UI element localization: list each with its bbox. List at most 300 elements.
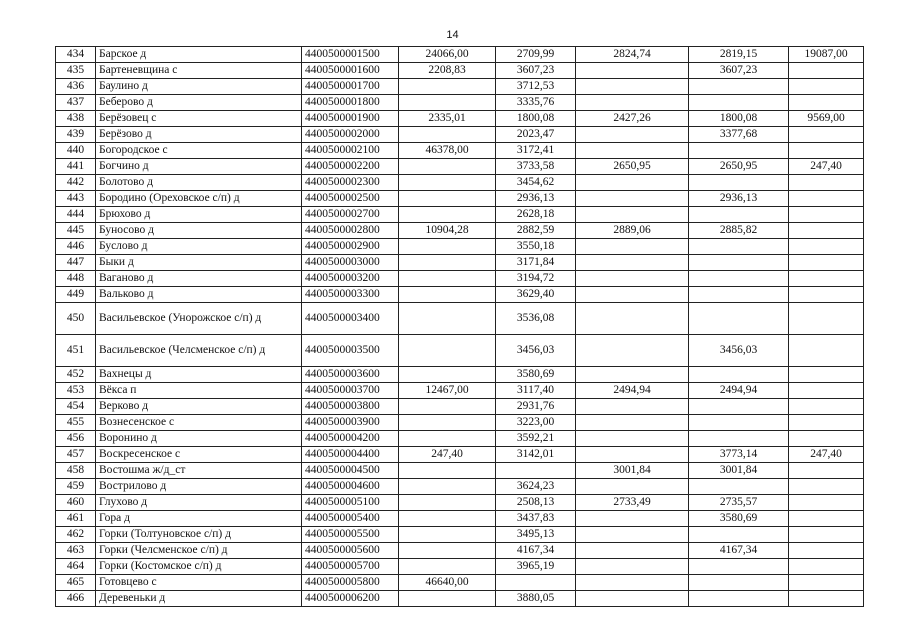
value-col1-cell [399,495,496,511]
row-number-cell: 455 [56,415,96,431]
row-number-cell: 440 [56,143,96,159]
value-col2-cell: 3335,76 [496,95,576,111]
row-number-cell: 457 [56,447,96,463]
table-row [56,207,864,223]
value-col2-cell: 1800,08 [496,111,576,127]
table-row [56,223,864,239]
value-col2-cell: 3456,03 [496,335,576,367]
oktmo-code-cell: 4400500003000 [302,255,399,271]
settlement-name-cell: Бeберово д [96,95,302,111]
value-col2-cell: 2931,76 [496,399,576,415]
settlement-name-cell: Верково д [96,399,302,415]
value-col3-cell [576,175,689,191]
value-col4-cell: 2494,94 [689,383,789,399]
value-col1-cell [399,463,496,479]
value-col5-cell: 247,40 [789,447,864,463]
value-col4-cell: 2936,13 [689,191,789,207]
table-row [56,479,864,495]
value-col1-cell [399,79,496,95]
value-col4-cell: 3001,84 [689,463,789,479]
value-col4-cell [689,207,789,223]
oktmo-code-cell: 4400500003800 [302,399,399,415]
table-row [56,543,864,559]
value-col1-cell: 10904,28 [399,223,496,239]
settlement-name-cell: Глухово д [96,495,302,511]
oktmo-code-cell: 4400500001500 [302,47,399,63]
value-col2-cell: 3624,23 [496,479,576,495]
row-number-cell: 462 [56,527,96,543]
value-col3-cell: 3001,84 [576,463,689,479]
value-col1-cell [399,207,496,223]
value-col5-cell: 19087,00 [789,47,864,63]
row-number-cell: 456 [56,431,96,447]
value-col2-cell: 3592,21 [496,431,576,447]
value-col2-cell: 3223,00 [496,415,576,431]
value-col5-cell [789,591,864,607]
oktmo-code-cell: 4400500003600 [302,367,399,383]
table-row [56,239,864,255]
settlement-name-cell: Баулино д [96,79,302,95]
row-number-cell: 435 [56,63,96,79]
value-col1-cell [399,191,496,207]
value-col1-cell [399,159,496,175]
value-col1-cell [399,95,496,111]
value-col4-cell [689,255,789,271]
value-col2-cell: 3880,05 [496,591,576,607]
value-col3-cell [576,287,689,303]
oktmo-code-cell: 4400500004600 [302,479,399,495]
row-number-cell: 450 [56,303,96,335]
value-col1-cell: 2208,83 [399,63,496,79]
table-row [56,79,864,95]
row-number-cell: 438 [56,111,96,127]
row-number-cell: 446 [56,239,96,255]
value-col4-cell [689,415,789,431]
value-col2-cell: 3607,23 [496,63,576,79]
value-col3-cell [576,575,689,591]
oktmo-code-cell: 4400500002500 [302,191,399,207]
settlement-name-cell: Буносово д [96,223,302,239]
value-col1-cell [399,287,496,303]
oktmo-code-cell: 4400500006200 [302,591,399,607]
table-row [56,175,864,191]
row-number-cell: 459 [56,479,96,495]
row-number-cell: 464 [56,559,96,575]
settlement-name-cell: Брюхово д [96,207,302,223]
value-col5-cell [789,431,864,447]
oktmo-code-cell: 4400500001600 [302,63,399,79]
value-col5-cell [789,559,864,575]
settlement-name-cell: Деревеньки д [96,591,302,607]
settlement-name-cell: Вёкса п [96,383,302,399]
value-col1-cell [399,255,496,271]
value-col1-cell [399,399,496,415]
value-col4-cell: 1800,08 [689,111,789,127]
oktmo-code-cell: 4400500002700 [302,207,399,223]
value-col2-cell: 3454,62 [496,175,576,191]
value-col3-cell [576,479,689,495]
row-number-cell: 439 [56,127,96,143]
oktmo-code-cell: 4400500005100 [302,495,399,511]
value-col3-cell [576,63,689,79]
settlement-name-cell: Готовцево с [96,575,302,591]
value-col4-cell [689,239,789,255]
table-row [56,159,864,175]
oktmo-code-cell: 4400500003300 [302,287,399,303]
value-col4-cell: 2735,57 [689,495,789,511]
value-col3-cell [576,591,689,607]
value-col2-cell: 3172,41 [496,143,576,159]
value-col1-cell: 12467,00 [399,383,496,399]
value-col4-cell [689,367,789,383]
value-col4-cell: 4167,34 [689,543,789,559]
settlement-name-cell: Богородское с [96,143,302,159]
value-col5-cell: 247,40 [789,159,864,175]
value-col5-cell [789,95,864,111]
value-col4-cell [689,399,789,415]
oktmo-code-cell: 4400500003900 [302,415,399,431]
table-row [56,191,864,207]
oktmo-code-cell: 4400500005400 [302,511,399,527]
settlement-name-cell: Гора д [96,511,302,527]
oktmo-code-cell: 4400500003400 [302,303,399,335]
settlement-name-cell: Васильевское (Унорожское с/п) д [96,303,302,335]
value-col5-cell [789,511,864,527]
value-col4-cell [689,575,789,591]
value-col4-cell: 3580,69 [689,511,789,527]
value-col5-cell [789,271,864,287]
row-number-cell: 463 [56,543,96,559]
table-body [56,47,864,607]
row-number-cell: 451 [56,335,96,367]
table-row [56,399,864,415]
row-number-cell: 442 [56,175,96,191]
settlement-name-cell: Бартеневщина с [96,63,302,79]
value-col2-cell: 3142,01 [496,447,576,463]
value-col1-cell [399,271,496,287]
oktmo-code-cell: 4400500005800 [302,575,399,591]
oktmo-code-cell: 4400500001900 [302,111,399,127]
row-number-cell: 465 [56,575,96,591]
settlement-name-cell: Горки (Челсменское с/п) д [96,543,302,559]
value-col2-cell: 4167,34 [496,543,576,559]
value-col4-cell: 2650,95 [689,159,789,175]
value-col5-cell [789,415,864,431]
value-col3-cell: 2427,26 [576,111,689,127]
value-col4-cell: 3377,68 [689,127,789,143]
value-col1-cell [399,303,496,335]
oktmo-code-cell: 4400500002900 [302,239,399,255]
oktmo-code-cell: 4400500002800 [302,223,399,239]
value-col1-cell [399,239,496,255]
value-col2-cell: 3733,58 [496,159,576,175]
value-col5-cell [789,255,864,271]
value-col4-cell: 3456,03 [689,335,789,367]
value-col1-cell [399,527,496,543]
value-col3-cell: 2494,94 [576,383,689,399]
value-col2-cell: 2882,59 [496,223,576,239]
table-row [56,463,864,479]
oktmo-code-cell: 4400500001800 [302,95,399,111]
value-col3-cell [576,415,689,431]
oktmo-code-cell: 4400500001700 [302,79,399,95]
table-row [56,495,864,511]
oktmo-code-cell: 4400500002000 [302,127,399,143]
settlement-name-cell: Вознесенское с [96,415,302,431]
oktmo-code-cell: 4400500002300 [302,175,399,191]
value-col1-cell [399,431,496,447]
value-col3-cell [576,431,689,447]
value-col4-cell [689,431,789,447]
settlement-name-cell: Барское д [96,47,302,63]
table-row [56,575,864,591]
value-col2-cell: 3550,18 [496,239,576,255]
value-col4-cell [689,175,789,191]
value-col3-cell: 2889,06 [576,223,689,239]
value-col5-cell [789,495,864,511]
value-col5-cell [789,303,864,335]
value-col2-cell: 2628,18 [496,207,576,223]
value-col3-cell [576,335,689,367]
value-col5-cell [789,543,864,559]
value-col5-cell [789,191,864,207]
value-col3-cell [576,367,689,383]
row-number-cell: 434 [56,47,96,63]
value-col3-cell [576,207,689,223]
oktmo-code-cell: 4400500004200 [302,431,399,447]
value-col3-cell [576,527,689,543]
row-number-cell: 454 [56,399,96,415]
value-col5-cell [789,383,864,399]
value-col3-cell [576,127,689,143]
value-col3-cell [576,511,689,527]
table-row [56,415,864,431]
value-col1-cell [399,127,496,143]
table-row [56,127,864,143]
settlement-name-cell: Вострилово д [96,479,302,495]
settlement-name-cell: Горки (Толтуновское с/п) д [96,527,302,543]
value-col4-cell: 2819,15 [689,47,789,63]
value-col1-cell [399,415,496,431]
settlement-name-cell: Бородино (Ореховское с/п) д [96,191,302,207]
settlement-name-cell: Богчино д [96,159,302,175]
row-number-cell: 441 [56,159,96,175]
value-col5-cell [789,335,864,367]
value-col4-cell [689,591,789,607]
value-col4-cell [689,303,789,335]
table-row [56,287,864,303]
value-col1-cell [399,175,496,191]
oktmo-code-cell: 4400500003700 [302,383,399,399]
row-number-cell: 445 [56,223,96,239]
value-col3-cell [576,543,689,559]
value-col3-cell: 2824,74 [576,47,689,63]
value-col3-cell [576,79,689,95]
value-col3-cell [576,399,689,415]
value-col3-cell: 2733,49 [576,495,689,511]
table-row [56,303,864,335]
oktmo-code-cell: 4400500003200 [302,271,399,287]
oktmo-code-cell: 4400500002100 [302,143,399,159]
value-col4-cell [689,95,789,111]
value-col4-cell [689,143,789,159]
settlement-name-cell: Берёзовец с [96,111,302,127]
settlement-name-cell: Быки д [96,255,302,271]
settlement-name-cell: Востошма ж/д_ст [96,463,302,479]
value-col3-cell [576,303,689,335]
value-col1-cell [399,591,496,607]
value-col5-cell [789,143,864,159]
row-number-cell: 443 [56,191,96,207]
oktmo-code-cell: 4400500002200 [302,159,399,175]
settlement-name-cell: Берёзово д [96,127,302,143]
table-row [56,559,864,575]
value-col2-cell: 3965,19 [496,559,576,575]
settlements-table [55,46,864,607]
value-col5-cell [789,399,864,415]
value-col2-cell: 3580,69 [496,367,576,383]
value-col2-cell: 3117,40 [496,383,576,399]
value-col1-cell [399,367,496,383]
value-col4-cell [689,271,789,287]
value-col2-cell: 3437,83 [496,511,576,527]
table-row [56,335,864,367]
table-row [56,47,864,63]
table-row [56,271,864,287]
row-number-cell: 453 [56,383,96,399]
table-row [56,447,864,463]
value-col5-cell [789,223,864,239]
table-row [56,95,864,111]
value-col1-cell [399,335,496,367]
oktmo-code-cell: 4400500005500 [302,527,399,543]
value-col2-cell: 3194,72 [496,271,576,287]
value-col2-cell: 2508,13 [496,495,576,511]
value-col1-cell: 247,40 [399,447,496,463]
value-col5-cell [789,527,864,543]
settlement-name-cell: Вальково д [96,287,302,303]
table-row [56,367,864,383]
table-row [56,63,864,79]
row-number-cell: 437 [56,95,96,111]
value-col2-cell: 2023,47 [496,127,576,143]
oktmo-code-cell: 4400500004400 [302,447,399,463]
value-col4-cell: 3773,14 [689,447,789,463]
value-col3-cell [576,95,689,111]
page-number: 14 [446,29,459,41]
value-col4-cell: 2885,82 [689,223,789,239]
value-col3-cell: 2650,95 [576,159,689,175]
value-col4-cell [689,527,789,543]
value-col5-cell [789,287,864,303]
table-row [56,431,864,447]
value-col2-cell [496,575,576,591]
value-col1-cell [399,479,496,495]
oktmo-code-cell: 4400500004500 [302,463,399,479]
value-col2-cell: 3171,84 [496,255,576,271]
value-col5-cell [789,175,864,191]
settlement-name-cell: Буслово д [96,239,302,255]
value-col2-cell: 3712,53 [496,79,576,95]
settlement-name-cell: Воскресенское с [96,447,302,463]
value-col1-cell: 46378,00 [399,143,496,159]
value-col3-cell [576,271,689,287]
table-row [56,383,864,399]
settlement-name-cell: Ваганово д [96,271,302,287]
row-number-cell: 436 [56,79,96,95]
settlement-name-cell: Горки (Костомское с/п) д [96,559,302,575]
value-col1-cell: 46640,00 [399,575,496,591]
settlement-name-cell: Воронино д [96,431,302,447]
table-row [56,527,864,543]
oktmo-code-cell: 4400500005700 [302,559,399,575]
value-col4-cell: 3607,23 [689,63,789,79]
value-col2-cell: 2936,13 [496,191,576,207]
settlement-name-cell: Болотово д [96,175,302,191]
value-col5-cell [789,479,864,495]
value-col3-cell [576,447,689,463]
value-col3-cell [576,143,689,159]
table-row [56,511,864,527]
value-col5-cell [789,367,864,383]
row-number-cell: 466 [56,591,96,607]
value-col5-cell [789,575,864,591]
row-number-cell: 458 [56,463,96,479]
settlement-name-cell: Вахнецы д [96,367,302,383]
row-number-cell: 449 [56,287,96,303]
value-col3-cell [576,239,689,255]
value-col4-cell [689,479,789,495]
oktmo-code-cell: 4400500003500 [302,335,399,367]
table-row [56,591,864,607]
row-number-cell: 444 [56,207,96,223]
value-col4-cell [689,559,789,575]
value-col1-cell [399,559,496,575]
value-col4-cell [689,287,789,303]
value-col1-cell: 24066,00 [399,47,496,63]
row-number-cell: 461 [56,511,96,527]
value-col1-cell [399,511,496,527]
row-number-cell: 452 [56,367,96,383]
row-number-cell: 460 [56,495,96,511]
table-row [56,143,864,159]
oktmo-code-cell: 4400500005600 [302,543,399,559]
value-col2-cell: 3495,13 [496,527,576,543]
value-col5-cell [789,239,864,255]
row-number-cell: 448 [56,271,96,287]
row-number-cell: 447 [56,255,96,271]
value-col2-cell: 3629,40 [496,287,576,303]
value-col5-cell [789,79,864,95]
value-col4-cell [689,79,789,95]
value-col3-cell [576,559,689,575]
value-col2-cell [496,463,576,479]
value-col2-cell: 2709,99 [496,47,576,63]
value-col5-cell: 9569,00 [789,111,864,127]
value-col3-cell [576,191,689,207]
value-col1-cell: 2335,01 [399,111,496,127]
value-col2-cell: 3536,08 [496,303,576,335]
table-row [56,111,864,127]
settlement-name-cell: Васильевское (Челсменское с/п) д [96,335,302,367]
value-col5-cell [789,127,864,143]
value-col5-cell [789,207,864,223]
value-col5-cell [789,63,864,79]
table-row [56,255,864,271]
value-col5-cell [789,463,864,479]
value-col3-cell [576,255,689,271]
value-col1-cell [399,543,496,559]
